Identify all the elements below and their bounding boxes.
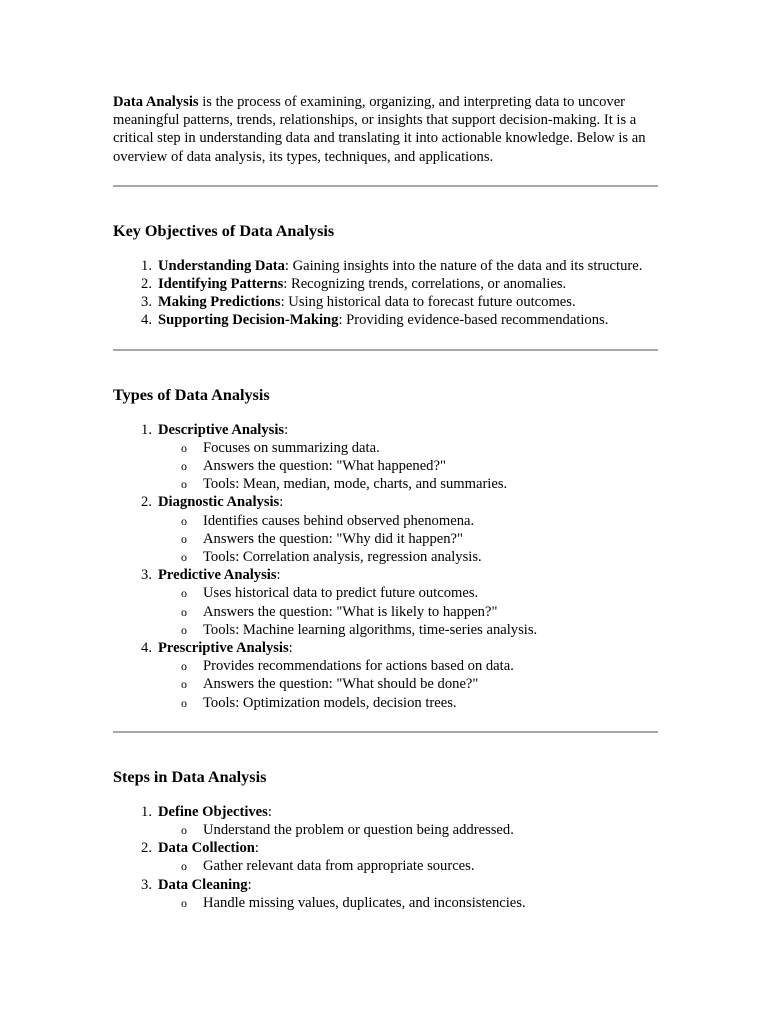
sub-list-item xyxy=(181,694,658,712)
intro-term: Data Analysis xyxy=(113,94,199,110)
bullet-icon: o xyxy=(181,659,187,674)
sub-list-item xyxy=(181,821,658,839)
sub-item-text: Answers the question: "What should be done?" xyxy=(203,676,479,693)
list-item xyxy=(141,566,658,639)
sub-list-item xyxy=(181,457,658,475)
sub-list-item xyxy=(181,675,658,693)
section-divider xyxy=(113,731,658,733)
sub-list xyxy=(158,512,658,567)
objectives-heading: Key Objectives of Data Analysis xyxy=(113,221,335,240)
item-colon: : xyxy=(247,876,252,893)
item-text: : Using historical data to forecast future outcomes. xyxy=(280,294,576,311)
sub-item-text: Tools: Machine learning algorithms, time-series analysis. xyxy=(203,621,538,638)
bullet-icon: o xyxy=(181,895,187,910)
list-item xyxy=(141,311,658,329)
sub-list xyxy=(158,857,658,875)
list-item xyxy=(141,257,658,275)
sub-list xyxy=(158,657,658,712)
sub-item-text: Tools: Mean, median, mode, charts, and summaries. xyxy=(203,476,508,493)
item-number: 1. xyxy=(141,421,152,438)
list-item xyxy=(141,493,658,566)
item-number: 1. xyxy=(141,803,152,820)
item-text: : Recognizing trends, correlations, or anomalies. xyxy=(283,276,567,293)
item-colon: : xyxy=(276,567,281,584)
sub-list-item xyxy=(181,439,658,457)
item-number: 3. xyxy=(141,876,152,893)
bullet-icon: o xyxy=(181,477,187,492)
bullet-icon: o xyxy=(181,531,187,546)
bullet-icon: o xyxy=(181,859,187,874)
bullet-icon: o xyxy=(181,440,187,455)
item-term: Diagnostic Analysis xyxy=(158,494,280,511)
item-term: Prescriptive Analysis xyxy=(158,640,289,657)
sub-item-text: Gather relevant data from appropriate sources. xyxy=(203,858,475,875)
sub-list-item xyxy=(181,857,658,875)
steps-heading: Steps in Data Analysis xyxy=(113,767,267,786)
item-number: 4. xyxy=(141,640,152,657)
bullet-icon: o xyxy=(181,586,187,601)
sub-item-text: Answers the question: "What happened?" xyxy=(203,458,446,475)
list-item xyxy=(141,876,658,912)
bullet-icon: o xyxy=(181,622,187,637)
item-term: Supporting Decision-Making xyxy=(158,312,339,329)
sub-list xyxy=(158,584,658,639)
list-item xyxy=(141,639,658,712)
sub-item-text: Handle missing values, duplicates, and inconsistencies. xyxy=(203,894,526,911)
item-term: Descriptive Analysis xyxy=(158,421,285,438)
sub-list-item xyxy=(181,530,658,548)
intro-text: is the process of examining, organizing, and interpreting data to uncover meaningful patterns, trends, relationships, or insights that support decision-making. It is a critical step in understanding data and translating it into actionable knowledge. Below is an overview of data analysis, its types, techniques, and applications. xyxy=(113,94,646,165)
sub-item-text: Uses historical data to predict future outcomes. xyxy=(203,585,479,602)
item-number: 2. xyxy=(141,276,152,293)
item-number: 2. xyxy=(141,494,152,511)
item-colon: : xyxy=(267,803,272,820)
sub-item-text: Understand the problem or question being addressed. xyxy=(203,822,514,839)
item-term: Data Cleaning xyxy=(158,876,248,893)
sub-item-text: Identifies causes behind observed phenomena. xyxy=(203,512,475,529)
types-heading: Types of Data Analysis xyxy=(113,385,270,404)
item-term: Making Predictions xyxy=(158,294,281,311)
item-number: 3. xyxy=(141,567,152,584)
sub-item-text: Tools: Correlation analysis, regression analysis. xyxy=(203,549,482,566)
item-term: Define Objectives xyxy=(158,803,268,820)
item-term: Understanding Data xyxy=(158,257,285,274)
sub-list-item xyxy=(181,475,658,493)
item-number: 4. xyxy=(141,312,152,329)
item-term: Predictive Analysis xyxy=(158,567,277,584)
item-text: : Gaining insights into the nature of the data and its structure. xyxy=(284,257,643,274)
bullet-icon: o xyxy=(181,513,187,528)
sub-item-text: Answers the question: "Why did it happen?" xyxy=(203,530,463,547)
list-item xyxy=(141,275,658,293)
bullet-icon: o xyxy=(181,677,187,692)
sub-item-text: Provides recommendations for actions based on data. xyxy=(203,658,514,675)
sub-item-text: Tools: Optimization models, decision trees. xyxy=(203,694,457,711)
item-term: Identifying Patterns xyxy=(158,276,284,293)
section-divider xyxy=(113,349,658,351)
bullet-icon: o xyxy=(181,459,187,474)
bullet-icon: o xyxy=(181,550,187,565)
sub-list-item xyxy=(181,621,658,639)
sub-list-item xyxy=(181,657,658,675)
sub-list xyxy=(158,439,658,494)
sub-item-text: Answers the question: "What is likely to happen?" xyxy=(203,603,498,620)
objectives-list xyxy=(113,257,658,330)
sub-list xyxy=(158,821,658,839)
document-page xyxy=(113,93,658,912)
sub-list-item xyxy=(181,548,658,566)
item-text: : Providing evidence-based recommendations. xyxy=(338,312,609,329)
item-number: 1. xyxy=(141,257,152,274)
bullet-icon: o xyxy=(181,823,187,838)
sub-list-item xyxy=(181,512,658,530)
section-divider xyxy=(113,185,658,187)
item-colon: : xyxy=(288,640,293,657)
item-colon: : xyxy=(284,421,289,438)
bullet-icon: o xyxy=(181,695,187,710)
sub-list-item xyxy=(181,603,658,621)
list-item xyxy=(141,839,658,875)
bullet-icon: o xyxy=(181,604,187,619)
sub-list-item xyxy=(181,584,658,602)
item-term: Data Collection xyxy=(158,840,255,857)
list-item xyxy=(141,421,658,494)
item-number: 2. xyxy=(141,840,152,857)
list-item xyxy=(141,803,658,839)
intro-paragraph xyxy=(113,93,658,166)
sub-list-item xyxy=(181,894,658,912)
list-item xyxy=(141,293,658,311)
item-colon: : xyxy=(254,840,259,857)
steps-list xyxy=(113,803,658,912)
item-colon: : xyxy=(279,494,284,511)
item-number: 3. xyxy=(141,294,152,311)
types-list xyxy=(113,421,658,712)
sub-item-text: Focuses on summarizing data. xyxy=(203,439,380,456)
sub-list xyxy=(158,894,658,912)
